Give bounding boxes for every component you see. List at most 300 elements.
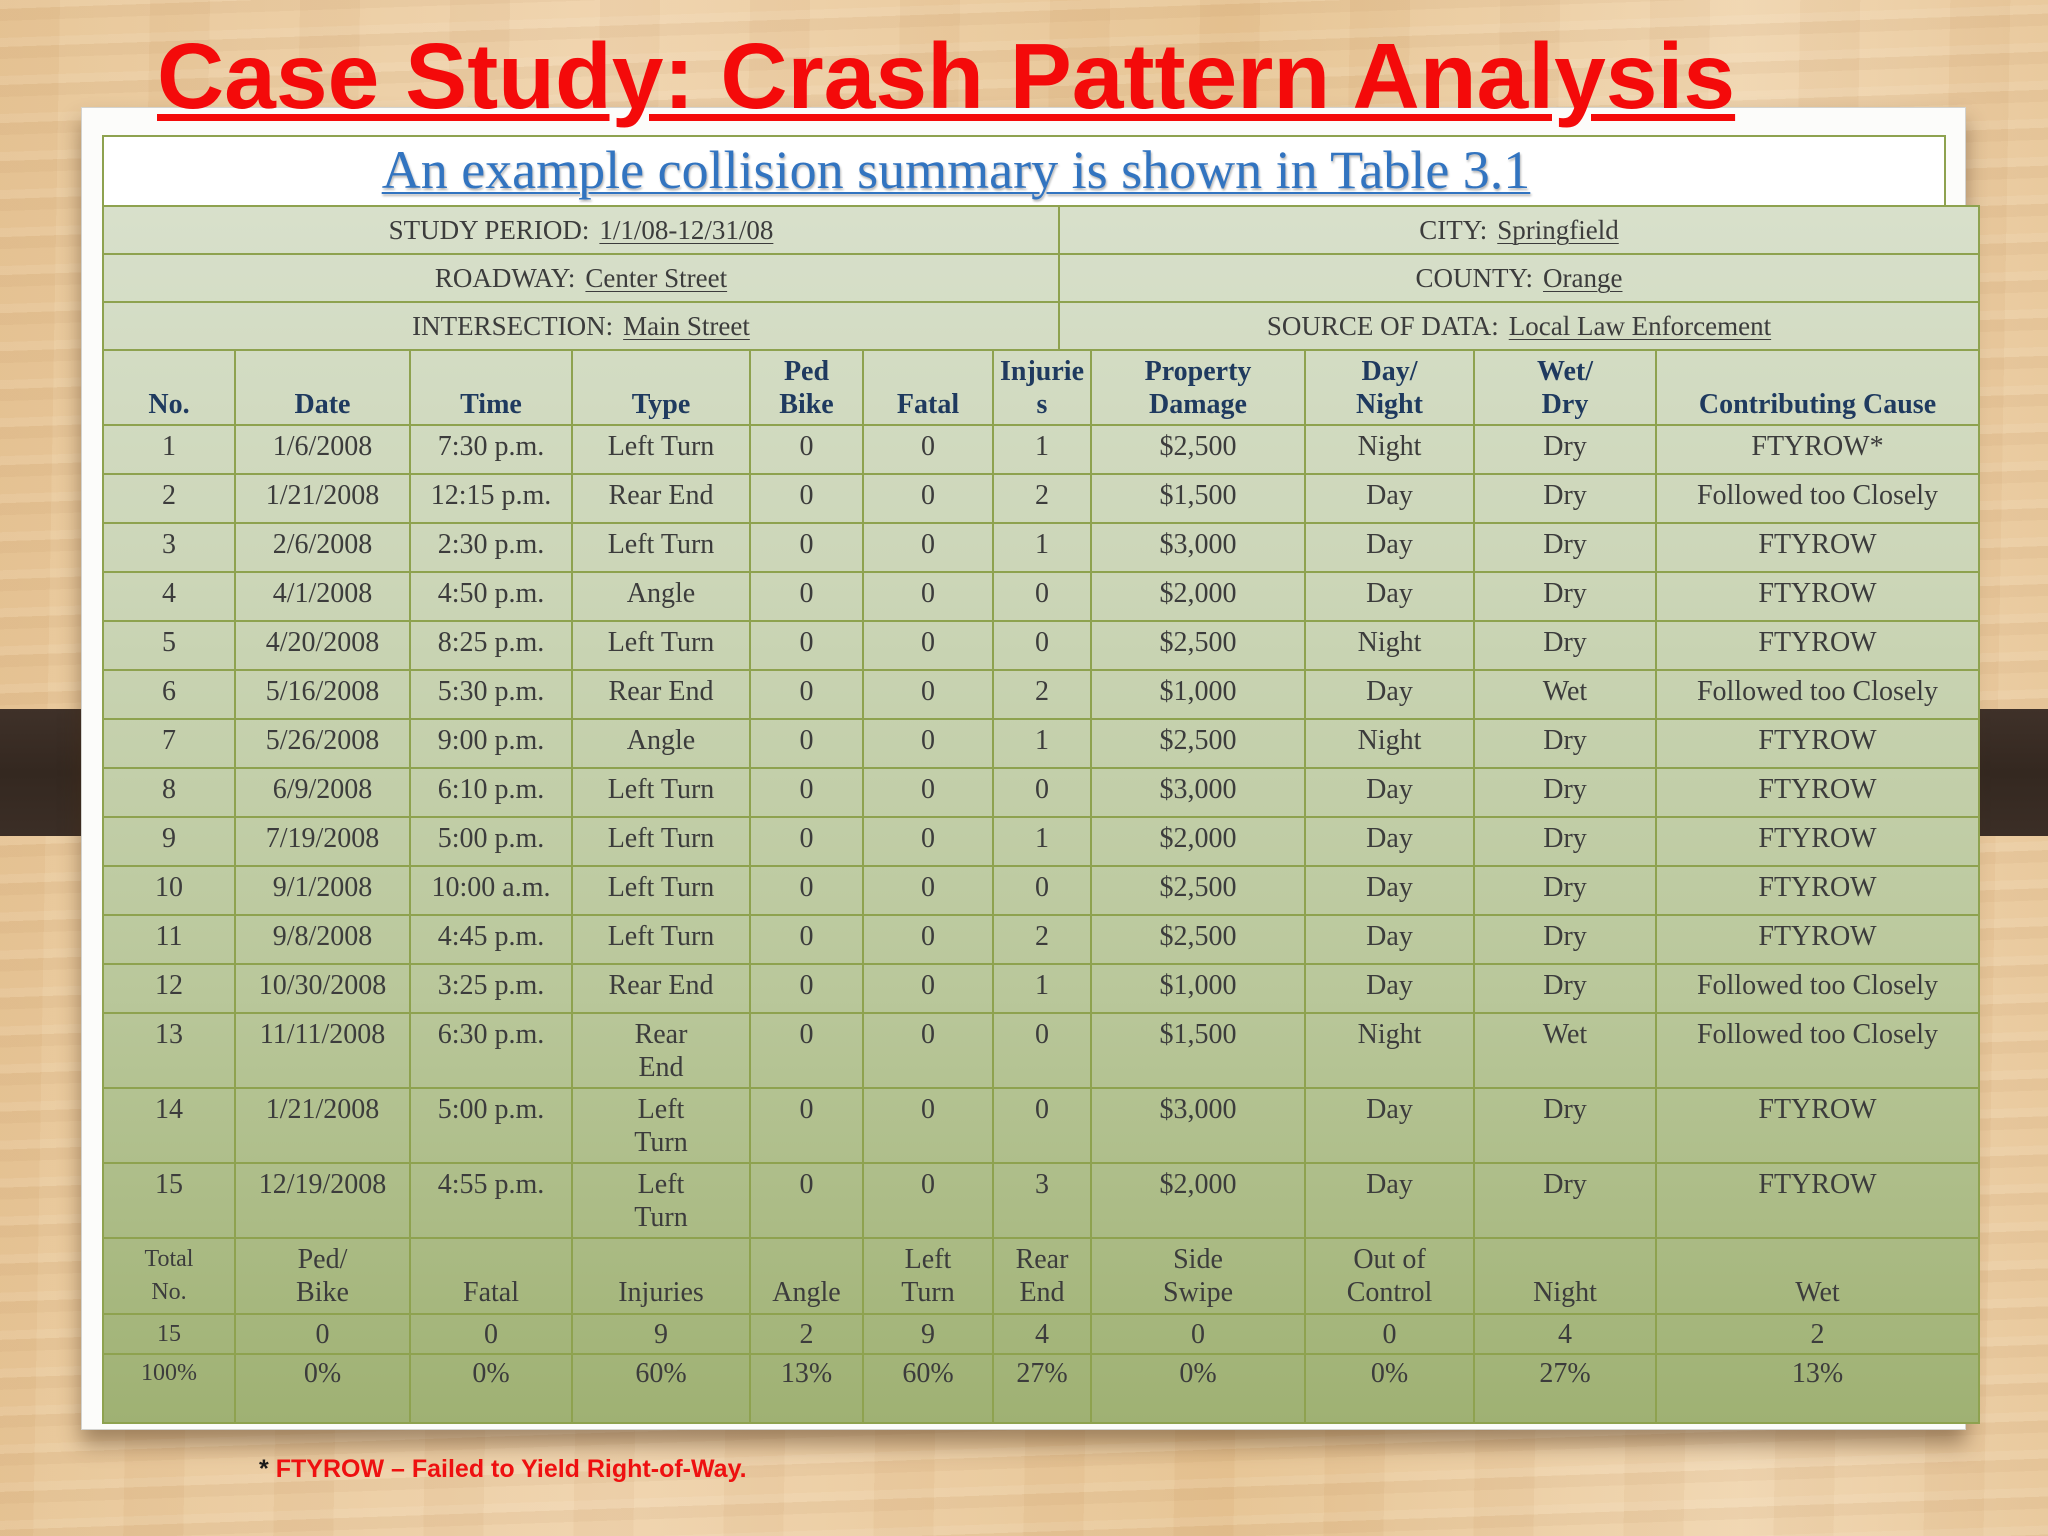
time-value: 5:00 p.m. xyxy=(437,823,545,854)
type-cell xyxy=(572,768,750,817)
injuries-cell xyxy=(993,719,1091,768)
date-value: 1/6/2008 xyxy=(272,431,373,462)
no-cell xyxy=(104,523,235,572)
contributing-cause-value: FTYROW xyxy=(1758,823,1877,854)
contributing-cause-value: FTYROW xyxy=(1758,725,1877,756)
footnote-text: FTYROW – Failed to Yield Right-of-Way. xyxy=(275,1455,747,1483)
ped-bike-value: 0 xyxy=(799,529,814,560)
property-damage-value: $3,000 xyxy=(1159,529,1237,560)
time-value: 3:25 p.m. xyxy=(437,970,545,1001)
property-damage-cell xyxy=(1091,670,1305,719)
type-cell xyxy=(572,1013,750,1088)
time-cell xyxy=(410,817,572,866)
date-cell xyxy=(235,866,410,915)
time-cell xyxy=(410,670,572,719)
day-night-value: Day xyxy=(1366,872,1413,903)
type-value: Left Turn xyxy=(607,921,715,952)
wet-dry-cell xyxy=(1474,866,1656,915)
property-damage-cell xyxy=(1091,474,1305,523)
injuries-value: 2 xyxy=(1035,480,1049,511)
day-night-cell xyxy=(1305,474,1474,523)
type-value: Left Turn xyxy=(607,872,715,903)
injuries-value: 1 xyxy=(1035,970,1049,1001)
side-swipe-total-label-line: Side xyxy=(1173,1244,1223,1275)
ped-bike-cell xyxy=(750,817,863,866)
property-damage-value: $2,500 xyxy=(1159,921,1237,952)
left-turn-total-count: 9 xyxy=(863,1314,993,1354)
injuries-value: 1 xyxy=(1035,725,1049,756)
injuries-value: 0 xyxy=(1035,774,1049,805)
total-no-label xyxy=(104,1238,235,1314)
injuries-value: 0 xyxy=(1035,627,1049,658)
type-value: Rear End xyxy=(634,1019,688,1083)
no-header-line: No. xyxy=(148,389,190,420)
property-damage-cell xyxy=(1091,572,1305,621)
type-value: Left Turn xyxy=(607,529,715,560)
summary-percent-row xyxy=(104,1354,1978,1422)
fatal-cell xyxy=(863,572,993,621)
wet-dry-header xyxy=(1474,351,1656,425)
injuries-cell xyxy=(993,474,1091,523)
no-cell xyxy=(104,621,235,670)
ped-bike-cell xyxy=(750,964,863,1013)
study-period-value: 1/1/08-12/31/08 xyxy=(599,214,774,245)
city-value: Springfield xyxy=(1497,214,1619,245)
day-night-value: Day xyxy=(1366,676,1413,707)
study-info xyxy=(104,207,1978,351)
contributing-cause-cell xyxy=(1656,425,1978,474)
day-night-cell xyxy=(1305,768,1474,817)
property-damage-cell xyxy=(1091,523,1305,572)
property-damage-value: $3,000 xyxy=(1159,774,1237,805)
fatal-cell xyxy=(863,1088,993,1163)
type-cell xyxy=(572,670,750,719)
source-of-data-field xyxy=(1060,303,1978,349)
date-cell xyxy=(235,817,410,866)
rear-end-total-count: 4 xyxy=(993,1314,1091,1354)
contributing-cause-header xyxy=(1656,351,1978,425)
no-value: 2 xyxy=(162,480,176,511)
table-row xyxy=(104,1088,1978,1163)
day-night-header-line: Night xyxy=(1356,389,1423,420)
type-value: Angle xyxy=(626,725,696,756)
date-cell xyxy=(235,1163,410,1238)
contributing-cause-value: Followed too Closely xyxy=(1696,480,1939,511)
type-value: Left Turn xyxy=(607,431,715,462)
study-period-field xyxy=(104,207,1060,253)
date-cell xyxy=(235,719,410,768)
out-of-control-total-label-line: Control xyxy=(1346,1277,1433,1308)
ped-bike-total-label-line: Ped/ xyxy=(297,1244,348,1275)
ped-bike-value: 0 xyxy=(799,676,814,707)
type-cell xyxy=(572,1088,750,1163)
day-night-value: Day xyxy=(1366,970,1413,1001)
property-damage-value: $1,500 xyxy=(1159,1019,1237,1050)
day-night-value: Night xyxy=(1357,1019,1422,1050)
header-row xyxy=(104,351,1978,425)
date-cell xyxy=(235,915,410,964)
property-damage-cell xyxy=(1091,817,1305,866)
day-night-value: Night xyxy=(1357,431,1422,462)
no-value: 10 xyxy=(155,872,183,903)
fatal-cell xyxy=(863,1163,993,1238)
table-row xyxy=(104,670,1978,719)
no-cell xyxy=(104,817,235,866)
wet-dry-header-line: Dry xyxy=(1541,389,1589,420)
no-header xyxy=(104,351,235,425)
day-night-value: Day xyxy=(1366,578,1413,609)
time-cell xyxy=(410,964,572,1013)
wet-dry-value: Dry xyxy=(1543,872,1587,903)
day-night-cell xyxy=(1305,1163,1474,1238)
type-header-line: Type xyxy=(631,389,691,420)
contributing-cause-value: FTYROW xyxy=(1758,1094,1877,1125)
fatal-value: 0 xyxy=(921,774,935,805)
injuries-value: 1 xyxy=(1035,823,1049,854)
table-row xyxy=(104,1163,1978,1238)
wet-dry-cell xyxy=(1474,1013,1656,1088)
property-damage-value: $2,000 xyxy=(1159,823,1237,854)
ped-bike-value: 0 xyxy=(799,872,814,903)
table-row xyxy=(104,474,1978,523)
no-cell xyxy=(104,964,235,1013)
fatal-total-percent: 0% xyxy=(410,1354,572,1422)
table-row xyxy=(104,915,1978,964)
type-value: Rear End xyxy=(608,676,714,707)
day-night-header xyxy=(1305,351,1474,425)
day-night-value: Day xyxy=(1366,921,1413,952)
collision-table xyxy=(104,351,1978,1422)
fatal-cell xyxy=(863,621,993,670)
wet-dry-value: Dry xyxy=(1543,1094,1587,1125)
property-damage-value: $2,500 xyxy=(1159,872,1237,903)
type-value: Left Turn xyxy=(607,823,715,854)
type-cell xyxy=(572,425,750,474)
contributing-cause-cell xyxy=(1656,621,1978,670)
type-value: Rear End xyxy=(608,480,714,511)
left-turn-total-label-line: Turn xyxy=(901,1277,955,1308)
wet-dry-value: Dry xyxy=(1543,578,1587,609)
property-damage-cell xyxy=(1091,425,1305,474)
injuries-value: 3 xyxy=(1035,1169,1049,1200)
type-cell xyxy=(572,621,750,670)
property-damage-cell xyxy=(1091,1013,1305,1088)
ped-bike-value: 0 xyxy=(799,1094,814,1125)
ped-bike-cell xyxy=(750,866,863,915)
ped-bike-cell xyxy=(750,425,863,474)
no-cell xyxy=(104,915,235,964)
footnote xyxy=(259,1453,747,1485)
info-row-roadway xyxy=(104,255,1978,303)
no-value: 4 xyxy=(162,578,176,609)
no-value: 8 xyxy=(162,774,176,805)
injuries-total-label xyxy=(572,1238,750,1314)
ped-bike-header xyxy=(750,351,863,425)
no-value: 3 xyxy=(162,529,176,560)
type-cell xyxy=(572,474,750,523)
county-label: COUNTY: xyxy=(1415,262,1534,293)
time-value: 2:30 p.m. xyxy=(437,529,545,560)
total-no-count: 15 xyxy=(104,1314,235,1354)
day-night-cell xyxy=(1305,915,1474,964)
time-cell xyxy=(410,474,572,523)
date-value: 1/21/2008 xyxy=(265,480,380,511)
day-night-value: Day xyxy=(1366,823,1413,854)
type-cell xyxy=(572,1163,750,1238)
contributing-cause-value: FTYROW xyxy=(1758,529,1877,560)
property-damage-value: $2,000 xyxy=(1159,578,1237,609)
date-value: 6/9/2008 xyxy=(272,774,373,805)
fatal-cell xyxy=(863,523,993,572)
contributing-cause-cell xyxy=(1656,866,1978,915)
no-cell xyxy=(104,1088,235,1163)
side-swipe-total-label-line: Swipe xyxy=(1163,1277,1233,1308)
day-night-cell xyxy=(1305,425,1474,474)
day-night-value: Day xyxy=(1366,480,1413,511)
side-swipe-total-percent: 0% xyxy=(1091,1354,1305,1422)
wet-dry-value: Dry xyxy=(1543,480,1587,511)
property-damage-cell xyxy=(1091,866,1305,915)
wet-dry-value: Dry xyxy=(1543,970,1587,1001)
ped-bike-value: 0 xyxy=(799,480,814,511)
day-night-cell xyxy=(1305,817,1474,866)
ped-bike-cell xyxy=(750,1088,863,1163)
wet-dry-value: Dry xyxy=(1543,921,1587,952)
wet-dry-header-line: Wet/ xyxy=(1537,356,1593,387)
info-row-intersection xyxy=(104,303,1978,351)
ped-bike-value: 0 xyxy=(799,627,814,658)
injuries-cell xyxy=(993,572,1091,621)
injuries-cell xyxy=(993,1163,1091,1238)
fatal-cell xyxy=(863,915,993,964)
fatal-value: 0 xyxy=(921,578,935,609)
table-row xyxy=(104,719,1978,768)
time-value: 4:50 p.m. xyxy=(437,578,545,609)
no-value: 15 xyxy=(155,1169,183,1200)
fatal-value: 0 xyxy=(921,823,935,854)
table-row xyxy=(104,768,1978,817)
wet-dry-value: Dry xyxy=(1543,529,1587,560)
table-row xyxy=(104,425,1978,474)
contributing-cause-cell xyxy=(1656,964,1978,1013)
time-value: 6:10 p.m. xyxy=(437,774,545,805)
day-night-value: Night xyxy=(1357,627,1422,658)
table-row xyxy=(104,964,1978,1013)
no-value: 5 xyxy=(162,627,176,658)
night-total-percent: 27% xyxy=(1474,1354,1656,1422)
wet-dry-cell xyxy=(1474,915,1656,964)
wet-dry-cell xyxy=(1474,621,1656,670)
ped-bike-cell xyxy=(750,474,863,523)
no-value: 9 xyxy=(162,823,176,854)
day-night-value: Day xyxy=(1366,1094,1413,1125)
day-night-cell xyxy=(1305,866,1474,915)
time-cell xyxy=(410,621,572,670)
ped-bike-cell xyxy=(750,523,863,572)
roadway-value: Center Street xyxy=(585,262,728,293)
contributing-cause-cell xyxy=(1656,1013,1978,1088)
injuries-cell xyxy=(993,523,1091,572)
property-damage-cell xyxy=(1091,768,1305,817)
fatal-cell xyxy=(863,817,993,866)
table-row xyxy=(104,817,1978,866)
injuries-cell xyxy=(993,425,1091,474)
angle-total-label-line: Angle xyxy=(772,1277,841,1308)
time-value: 6:30 p.m. xyxy=(437,1019,545,1050)
wet-dry-cell xyxy=(1474,572,1656,621)
date-value: 11/11/2008 xyxy=(259,1019,386,1050)
day-night-cell xyxy=(1305,670,1474,719)
roadway-field xyxy=(104,255,1060,301)
fatal-value: 0 xyxy=(921,872,935,903)
total-no-label-line: No. xyxy=(151,1279,187,1305)
wet-dry-value: Dry xyxy=(1543,774,1587,805)
summary-label-row xyxy=(104,1238,1978,1314)
time-value: 10:00 a.m. xyxy=(431,872,551,903)
county-field xyxy=(1060,255,1978,301)
date-value: 9/8/2008 xyxy=(272,921,373,952)
property-damage-cell xyxy=(1091,719,1305,768)
date-value: 1/21/2008 xyxy=(265,1094,380,1125)
wet-dry-value: Dry xyxy=(1543,431,1587,462)
fatal-cell xyxy=(863,866,993,915)
ped-bike-value: 0 xyxy=(799,921,814,952)
property-damage-cell xyxy=(1091,1163,1305,1238)
source-of-data-value: Local Law Enforcement xyxy=(1508,310,1772,341)
wet-dry-cell xyxy=(1474,964,1656,1013)
wet-total-percent: 13% xyxy=(1656,1354,1978,1422)
no-cell xyxy=(104,474,235,523)
type-value: Rear End xyxy=(608,970,714,1001)
fatal-cell xyxy=(863,768,993,817)
contributing-cause-value: Followed too Closely xyxy=(1696,1019,1939,1050)
rear-end-total-percent: 27% xyxy=(993,1354,1091,1422)
table-row xyxy=(104,621,1978,670)
ped-bike-cell xyxy=(750,670,863,719)
wet-total-count: 2 xyxy=(1656,1314,1978,1354)
fatal-cell xyxy=(863,719,993,768)
wet-dry-cell xyxy=(1474,719,1656,768)
contributing-cause-value: FTYROW xyxy=(1758,872,1877,903)
injuries-header xyxy=(993,351,1091,425)
date-value: 10/30/2008 xyxy=(258,970,387,1001)
fatal-total-count: 0 xyxy=(410,1314,572,1354)
day-night-value: Day xyxy=(1366,774,1413,805)
no-value: 13 xyxy=(155,1019,183,1050)
contributing-cause-cell xyxy=(1656,572,1978,621)
table-caption-text: An example collision summary is shown in Table 3.1 xyxy=(381,140,1531,200)
date-header xyxy=(235,351,410,425)
injuries-total-count: 9 xyxy=(572,1314,750,1354)
type-cell xyxy=(572,817,750,866)
rear-end-total-label-line: Rear xyxy=(1015,1244,1069,1275)
wet-dry-cell xyxy=(1474,670,1656,719)
injuries-cell xyxy=(993,621,1091,670)
ped-bike-value: 0 xyxy=(799,1019,814,1050)
source-of-data-label: SOURCE OF DATA: xyxy=(1266,310,1499,341)
property-damage-value: $2,500 xyxy=(1159,431,1237,462)
contributing-cause-value: Followed too Closely xyxy=(1696,676,1939,707)
time-header-line: Time xyxy=(460,389,522,420)
left-turn-total-label xyxy=(863,1238,993,1314)
injuries-cell xyxy=(993,1088,1091,1163)
time-cell xyxy=(410,768,572,817)
property-damage-value: $1,000 xyxy=(1159,970,1237,1001)
intersection-value: Main Street xyxy=(623,310,750,341)
contributing-cause-cell xyxy=(1656,1088,1978,1163)
table-body xyxy=(104,425,1978,1238)
fatal-value: 0 xyxy=(921,921,935,952)
time-cell xyxy=(410,1013,572,1088)
wet-total-label-line: Wet xyxy=(1795,1277,1840,1308)
ped-bike-cell xyxy=(750,915,863,964)
ped-bike-cell xyxy=(750,572,863,621)
ped-bike-header-line: Bike xyxy=(779,389,834,420)
wet-dry-value: Wet xyxy=(1542,676,1588,707)
injuries-cell xyxy=(993,1013,1091,1088)
injuries-value: 0 xyxy=(1035,578,1049,609)
no-cell xyxy=(104,866,235,915)
no-cell xyxy=(104,425,235,474)
day-night-value: Day xyxy=(1366,529,1413,560)
wet-dry-cell xyxy=(1474,523,1656,572)
no-cell xyxy=(104,719,235,768)
date-cell xyxy=(235,768,410,817)
type-value: Angle xyxy=(626,578,696,609)
ped-bike-cell xyxy=(750,1013,863,1088)
summary-count-row xyxy=(104,1314,1978,1354)
time-cell xyxy=(410,572,572,621)
side-swipe-total-label xyxy=(1091,1238,1305,1314)
ped-bike-total-percent: 0% xyxy=(235,1354,410,1422)
injuries-total-percent: 60% xyxy=(572,1354,750,1422)
ped-bike-value: 0 xyxy=(799,970,814,1001)
injuries-cell xyxy=(993,670,1091,719)
injuries-value: 0 xyxy=(1035,872,1049,903)
day-night-cell xyxy=(1305,719,1474,768)
injuries-cell xyxy=(993,964,1091,1013)
intersection-field xyxy=(104,303,1060,349)
ped-bike-header-line: Ped xyxy=(783,356,830,387)
out-of-control-total-count: 0 xyxy=(1305,1314,1474,1354)
ped-bike-total-label-line: Bike xyxy=(296,1277,349,1308)
date-value: 12/19/2008 xyxy=(258,1169,387,1200)
contributing-cause-value: FTYROW xyxy=(1758,578,1877,609)
table-row xyxy=(104,866,1978,915)
type-cell xyxy=(572,915,750,964)
wet-dry-value: Dry xyxy=(1543,627,1587,658)
type-cell xyxy=(572,572,750,621)
wet-dry-cell xyxy=(1474,1088,1656,1163)
contributing-cause-cell xyxy=(1656,474,1978,523)
fatal-total-label xyxy=(410,1238,572,1314)
no-cell xyxy=(104,572,235,621)
wet-dry-cell xyxy=(1474,474,1656,523)
fatal-value: 0 xyxy=(921,725,935,756)
city-label: CITY: xyxy=(1419,214,1488,245)
time-cell xyxy=(410,915,572,964)
injuries-total-label-line: Injuries xyxy=(618,1277,704,1308)
no-cell xyxy=(104,1013,235,1088)
contributing-cause-value: FTYROW xyxy=(1758,627,1877,658)
date-value: 5/16/2008 xyxy=(265,676,380,707)
time-header xyxy=(410,351,572,425)
wet-dry-cell xyxy=(1474,817,1656,866)
date-cell xyxy=(235,523,410,572)
fatal-header xyxy=(863,351,993,425)
info-row-study-period xyxy=(104,207,1978,255)
footnote-asterisk: * xyxy=(259,1455,269,1483)
